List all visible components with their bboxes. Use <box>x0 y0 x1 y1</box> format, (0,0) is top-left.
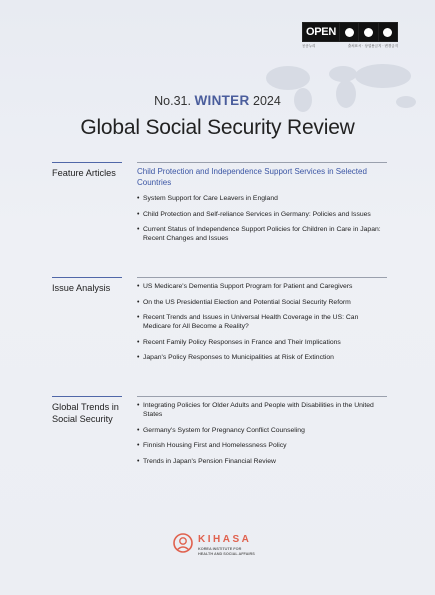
section-heading: Global Trends in Social Security <box>52 396 122 425</box>
section-heading: Feature Articles <box>52 162 122 180</box>
kihasa-logo <box>172 530 272 562</box>
article-item: • On the US Presidential Election and Potential Social Security Reform <box>137 298 387 307</box>
attribution-icon <box>339 23 358 41</box>
issue-number: No.31. <box>154 94 191 108</box>
article-item: • Child Protection and Self-reliance Services in Germany: Policies and Issues <box>137 210 387 219</box>
section-body <box>137 162 387 250</box>
article-item: • Finnish Housing First and Homelessness Policy <box>137 441 387 450</box>
open-label: OPEN <box>303 23 339 41</box>
article-item: • Current Status of Independence Support Policies for Children in Care in Japan: Recent Changes and Issues <box>137 225 387 243</box>
article-item: • Recent Family Policy Responses in France and Their Implications <box>137 338 387 347</box>
section-body <box>137 396 387 472</box>
noncommercial-icon <box>358 23 377 41</box>
issue-year: 2024 <box>253 94 281 108</box>
open-license-badge <box>302 22 398 49</box>
article-item: • Integrating Policies for Older Adults and People with Disabilities in the United States <box>137 401 387 419</box>
logo-line-1: KOREA INSTITUTE FOR <box>198 547 242 551</box>
article-item: • US Medicare's Dementia Support Program for Patient and Caregivers <box>137 282 387 291</box>
kihasa-mark-icon <box>172 532 194 554</box>
section-body <box>137 277 387 369</box>
article-item: • Japan's Policy Responses to Municipalities at Risk of Extinction <box>137 353 387 362</box>
no-derivatives-icon <box>378 23 397 41</box>
badge-caption-right: 출처표시 · 상업용금지 · 변경금지 <box>347 44 398 48</box>
section-heading: Issue Analysis <box>52 277 122 295</box>
logo-subtitle <box>198 547 255 556</box>
badge-caption-left: 공공누리 <box>302 44 316 48</box>
article-item: • System Support for Care Leavers in England <box>137 194 387 203</box>
page-title: Global Social Security Review <box>80 116 355 139</box>
article-item: • Germany's System for Pregnancy Conflict Counseling <box>137 426 387 435</box>
issue-line <box>0 93 435 108</box>
article-item: • Trends in Japan's Pension Financial Review <box>137 457 387 466</box>
issue-season: WINTER <box>194 93 250 108</box>
logo-line-2: HEALTH AND SOCIAL AFFAIRS <box>198 551 255 556</box>
logo-name: KIHASA <box>198 534 252 545</box>
article-item: • Recent Trends and Issues in Universal Health Coverage in the US: Can Medicare for All Become a Reality? <box>137 313 387 331</box>
section-subheading: Child Protection and Independence Support Services in Selected Countries <box>137 167 367 187</box>
